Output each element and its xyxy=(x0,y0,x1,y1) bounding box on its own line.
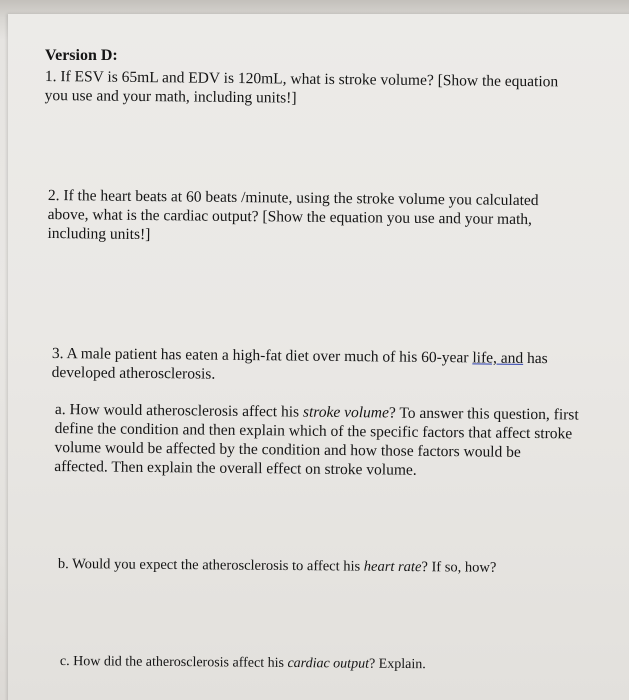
question-3c xyxy=(60,652,426,674)
question-1-line-2: you use and your math, including units!] xyxy=(44,86,297,107)
question-3-line-1-end: has xyxy=(523,349,548,368)
question-3b-emphasis: heart rate xyxy=(363,558,422,576)
version-heading: Version D: xyxy=(45,47,118,64)
question-3-underlined-phrase: life, and xyxy=(472,349,524,367)
question-3b-start: b. Would you expect the atherosclerosis to affect his xyxy=(57,555,364,575)
question-3a-line-1-end: ? To answer this question, first xyxy=(388,404,579,424)
question-1 xyxy=(45,67,559,110)
question-2 xyxy=(47,186,538,248)
question-3-line-1-start: 3. A male patient has eaten a high-fat diet over much of his 60-year xyxy=(51,344,473,367)
question-3c-emphasis: cardiac output xyxy=(287,655,370,672)
question-3a-line-3: volume would be affected by the condition and how those factors would be xyxy=(54,438,521,461)
question-3a xyxy=(54,400,579,481)
question-2-line-2: above, what is the cardiac output? [Show the equation you use and your math, xyxy=(47,205,533,229)
question-3c-end: ? Explain. xyxy=(368,656,426,673)
question-3a-line-1-start: a. How would atherosclerosis affect his xyxy=(54,400,304,421)
question-3a-emphasis: stroke volume xyxy=(302,403,390,422)
question-3b xyxy=(58,555,497,578)
question-1-line-1: 1. If ESV is 65mL and EDV is 120mL, what is stroke volume? [Show the equation xyxy=(44,67,559,91)
question-2-line-3: including units!] xyxy=(47,224,151,244)
question-3 xyxy=(52,344,548,387)
question-3a-line-2: define the condition and then explain which of the specific factors that affect stroke xyxy=(54,419,573,443)
question-3c-start: c. How did the atherosclerosis affect his xyxy=(59,653,288,671)
question-3-line-2: developed atherosclerosis. xyxy=(51,363,216,383)
question-2-line-1: 2. If the heart beats at 60 beats /minute, using the stroke volume you calculated xyxy=(47,186,539,210)
question-3b-end: ? If so, how? xyxy=(421,559,497,576)
question-3a-line-4: affected. Then explain the overall effect on stroke volume. xyxy=(54,457,417,479)
